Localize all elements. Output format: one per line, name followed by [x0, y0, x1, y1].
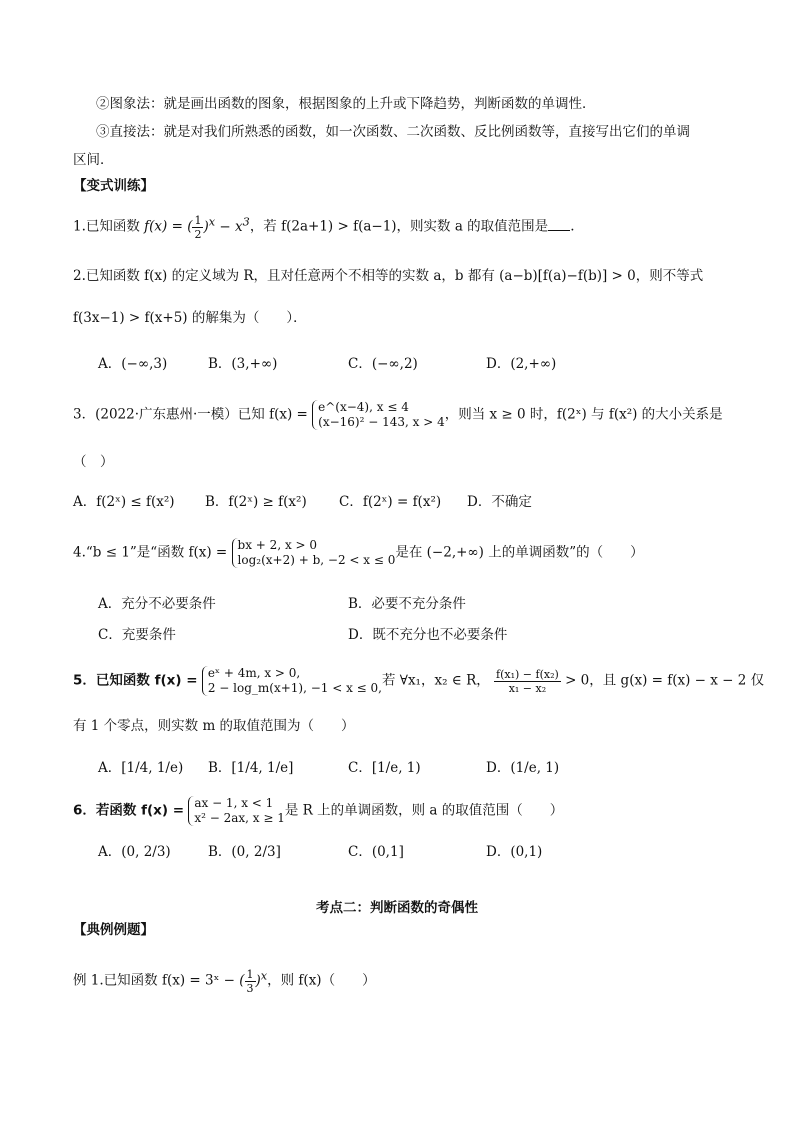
question-5: [73, 666, 765, 696]
q6-suffix: 是 R 上的单调函数，则 a 的取值范围（ ）: [284, 802, 564, 819]
q6-option-d[interactable]: D．(0,1): [486, 844, 543, 860]
q5-option-c[interactable]: C．[1/e, 1): [348, 760, 421, 776]
q1-prefix: 1.已知函数: [73, 218, 145, 235]
q3-prefix: 3．(2022·广东惠州·一模）已知 f(x) =: [73, 406, 308, 423]
method2-text: ②图象法：就是画出函数的图象，根据图象的上升或下降趋势，判断函数的单调性．: [96, 96, 596, 112]
q5-fraction: [494, 668, 561, 695]
q6-prefix: 6．若函数 f(x) =: [73, 802, 185, 819]
q2-option-a[interactable]: A．(−∞,3): [98, 356, 168, 372]
q5-option-b[interactable]: B．[1/4, 1/e]: [208, 760, 294, 776]
question-6: [73, 796, 724, 826]
q4-piecewise: [232, 538, 396, 568]
q5-option-a[interactable]: A．[1/4, 1/e): [98, 760, 184, 776]
q1-fraction: $\frac{1}{2}$: [194, 213, 202, 241]
q3-piecewise: [312, 400, 445, 430]
q3-suffix: ，则当 x ≥ 0 时，f(2ˣ) 与 f(x²) 的大小关系是: [444, 406, 723, 423]
topic2-title: 考点二：判断函数的奇偶性: [316, 900, 478, 916]
q4-option-c[interactable]: C．充要条件: [98, 627, 176, 643]
ex1-paren-open: (: [239, 972, 245, 989]
q5-mid: 若 ∀x₁，x₂ ∈ R，: [382, 672, 490, 689]
q4-prefix: 4.“b ≤ 1”是“函数 f(x) =: [73, 544, 228, 561]
section-variant-training: 【变式训练】: [73, 178, 154, 194]
ex1-suffix: ，则 f(x)（ ）: [267, 972, 376, 989]
q1-end: .: [570, 218, 575, 235]
q4-option-b[interactable]: B．必要不充分条件: [348, 596, 466, 612]
q4-option-d[interactable]: D．既不充分也不必要条件: [348, 627, 508, 643]
q5-line2: 有 1 个零点，则实数 m 的取值范围为（ ）: [73, 718, 355, 734]
q5-option-d[interactable]: D．(1/e, 1): [486, 760, 560, 776]
method3-text: ③直接法：就是对我们所熟悉的函数，如一次函数、二次函数、反比例函数等，直接写出它们的单调: [96, 124, 690, 140]
q3-option-d[interactable]: D．不确定: [467, 494, 532, 510]
ex1-prefix: 例 1.已知函数 f(x) = 3ˣ −: [73, 972, 240, 989]
q2-option-c[interactable]: C．(−∞,2): [348, 356, 418, 372]
q5-piecewise: [202, 666, 382, 696]
q5-case1: eˣ + 4m, x > 0,: [207, 666, 301, 680]
q3-option-c[interactable]: C．f(2ˣ) = f(x²): [339, 494, 442, 510]
q1-answer-blank: [548, 230, 570, 231]
question-2-line1: 2.已知函数 f(x) 的定义域为 R，且对任意两个不相等的实数 a，b 都有 (a−b)[f(a)−f(b)] > 0，则不等式: [73, 268, 704, 284]
question-1: [73, 212, 724, 241]
example-1: [73, 966, 724, 995]
q3-paren: （ ）: [73, 454, 114, 470]
q2-option-d[interactable]: D．(2,+∞): [486, 356, 557, 372]
q6-option-a[interactable]: A．(0, 2/3): [98, 844, 171, 860]
method3-text-cont: 区间．: [73, 152, 114, 168]
q1-text: ，若 f(2a+1) > f(a−1)，则实数 a 的取值范围是: [249, 218, 549, 235]
q3-case1: e^(x−4), x ≤ 4: [318, 400, 409, 414]
question-3: [73, 400, 724, 430]
q5-case2: 2 − log_m(x+1), −1 < x ≤ 0,: [207, 681, 382, 695]
q6-piecewise: [188, 796, 285, 826]
q2-option-b[interactable]: B．(3,+∞): [208, 356, 278, 372]
q1-func: f(x) = (: [144, 218, 193, 235]
q4-case2: log₂(x+2) + b, −2 < x ≤ 0: [237, 553, 396, 567]
q4-option-a[interactable]: A．充分不必要条件: [98, 596, 216, 612]
ex1-paren-close: )$^x$: [255, 969, 268, 989]
q3-option-b[interactable]: B．f(2ˣ) ≥ f(x²): [205, 494, 307, 510]
q6-option-b[interactable]: B．(0, 2/3]: [208, 844, 281, 860]
q5-prefix: 5．已知函数 f(x) =: [73, 672, 198, 689]
q1-func-tail: )$^x - x^3$: [203, 215, 250, 235]
section-example: 【典例例题】: [73, 922, 154, 938]
q4-case1: bx + 2, x > 0: [237, 538, 318, 552]
q6-option-c[interactable]: C．(0,1]: [348, 844, 404, 860]
q3-option-a[interactable]: A．f(2ˣ) ≤ f(x²): [73, 494, 175, 510]
question-2-line2: f(3x−1) > f(x+5) 的解集为（ ）．: [73, 310, 307, 326]
q5-suffix: > 0，且 g(x) = f(x) − x − 2 仅: [565, 672, 765, 689]
question-4: [73, 538, 724, 568]
q3-case2: (x−16)² − 143, x > 4: [318, 415, 445, 429]
q5-frac-den: x₁ − x₂: [508, 681, 547, 695]
q4-suffix: 是在 (−2,+∞) 上的单调函数”的（ ）: [395, 544, 644, 561]
q6-case2: x² − 2ax, x ≥ 1: [194, 811, 285, 825]
q6-case1: ax − 1, x < 1: [194, 796, 274, 810]
ex1-fraction: $\frac{1}{3}$: [246, 967, 254, 995]
q5-frac-num: f(x₁) − f(x₂): [496, 667, 559, 681]
